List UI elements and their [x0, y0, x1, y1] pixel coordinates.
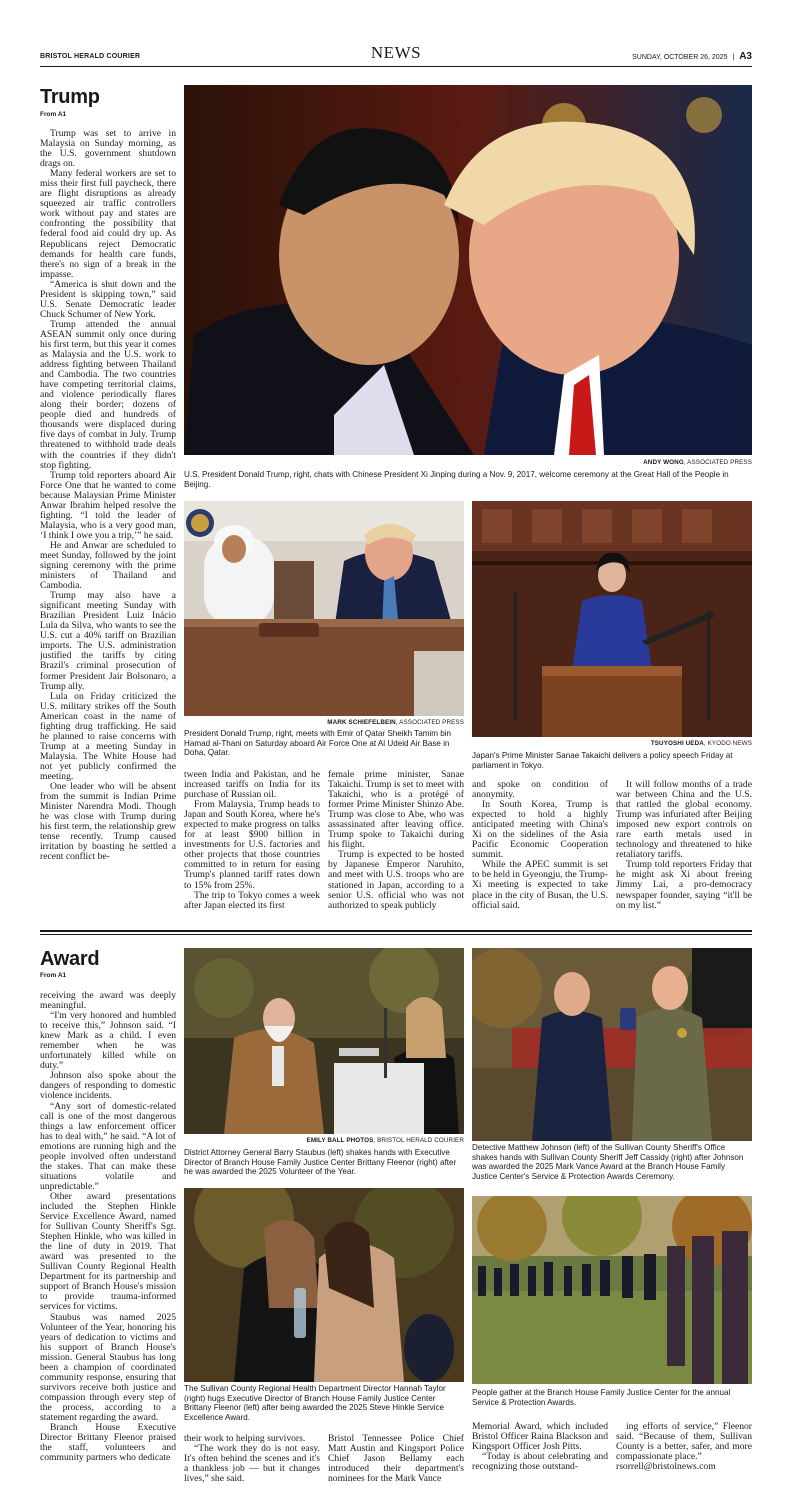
trump-headline: Trump: [40, 86, 100, 108]
award-headline: Award: [40, 948, 100, 970]
paragraph: Trump told reporters Friday that he might ask Xi about freeing Jimmy Lai, a pro-democracy newspaper founder, saying “it'll be on my list.”: [616, 859, 752, 911]
photo-credit-org: , ASSOCIATED PRESS: [395, 719, 464, 726]
section-label: NEWS: [370, 43, 422, 62]
takaichi-photo-credit: [472, 740, 752, 747]
paragraph: “Any sort of domestic-related call is one of the most dangerous things a law enforcement officer has to deal with,” he said. “A lot of emotions are running high and the people involved often understand the stakes. That can make these situations volatile and unpredictable.”: [40, 1100, 176, 1192]
taylor-hug-caption: The Sullivan County Regional Health Department Director Hannah Taylor (right) hugs Executive Director of Branch House Family Justice Center Brittany Fleenor (left) after being awarded the 2025 Steve Hinkle Service Excellence Award.: [184, 1384, 446, 1423]
paragraph: “America is shut down and the President is skipping town,” said U.S. Senate Democratic leader Chuck Schumer of New York.: [40, 278, 176, 320]
air-force-one-caption: President Donald Trump, right, meets with Emir of Qatar Sheikh Tamim bin Hamad al-Thani on Saturday aboard Air Force One at Al Udeid Air Base in Doha, Qatar.: [184, 729, 452, 758]
award-jump-line: From A1: [40, 972, 67, 979]
paragraph: ing efforts of service,” Fleenor said. “Because of them, Sullivan County is a better, safer, and more compassionate place.”: [616, 1422, 752, 1463]
paragraph: “Today is about celebrating and recognizing those outstand-: [472, 1451, 608, 1473]
taylor-hug-photo: [184, 1188, 464, 1382]
paragraph: and spoke on condition of anonymity.: [472, 780, 608, 801]
staubus-handshake-photo: [184, 948, 464, 1134]
paragraph: Many federal workers are set to miss their first full paycheck, there are flight disruptions as already squeezed air traffic controllers work without pay and states are confronting the possibility that federal food aid could dry up. As Republicans reject Democratic demands for health care funds, there's no sign of a break in the impasse.: [40, 168, 176, 280]
paragraph: Johnson also spoke about the dangers of responding to domestic violence incidents.: [40, 1070, 176, 1102]
staubus-caption: District Attorney General Barry Staubus (left) shakes hands with Executive Director of Branch House Family Justice Center Brittany Fleenor (right) after he was awarded the 2025 Volunteer of the Year.: [184, 1148, 457, 1177]
air-force-one-photo: [184, 501, 464, 716]
page-number: A3: [739, 51, 752, 62]
masthead-rule: [40, 66, 752, 67]
paragraph: Lula on Friday criticized the U.S. military strikes off the South American coast in the name of fighting drug trafficking. He said he planned to raise concerns with Trump at a meeting Sunday in Malaysia. The White House had not yet publicly confirmed the meeting.: [40, 690, 176, 782]
paragraph: It will follow months of a trade war between China and the U.S. that rattled the global economy. Trump was infuriated after Beijing imposed new export controls on rare earth metals used in technology and threatened to hike retaliatory tariffs.: [616, 780, 752, 861]
trump-column-4: [472, 780, 608, 918]
award-column-1: [40, 991, 176, 1503]
award-column-2: [184, 1434, 320, 1504]
paragraph: Trump told reporters aboard Air Force One that he wanted to come because Malaysian Prime Minister Anwar Ibrahim helped resolve the fighting. “I told the leader of Malaysia, who is a very good man, ‘I think I owe you a trip,’” he said.: [40, 469, 176, 541]
air-force-one-photo-credit: [184, 719, 464, 726]
paragraph: Branch House Executive Director Brittany Fleenor praised the staff, volunteers and community partners who dedicate: [40, 1422, 176, 1464]
paragraph: Trump was set to arrive in Malaysia on Sunday morning, as the U.S. government shutdown drags on.: [40, 129, 176, 170]
trump-column-1: [40, 129, 176, 915]
paragraph: From Malaysia, Trump heads to Japan and South Korea, where he's expected to make progress on talks for at least $900 billion in investments for U.S. factories and other projects that those countries committed to in return for easing Trump's planned tariff rates down to 15% from 25%.: [184, 799, 320, 891]
paragraph: One leader who will be absent from the summit is Indian Prime Minister Narendra Modi. Though he was close with Trump during his first term, the relationship grew tense recently. Trump caused irritation by boasting he settled a recent conflict be-: [40, 781, 176, 863]
trump-jump-line: From A1: [40, 111, 67, 118]
paragraph: their work to helping survivors.: [184, 1434, 306, 1444]
trump-column-2: [184, 770, 320, 918]
photo-credit-name: MARK SCHIEFELBEIN: [327, 719, 396, 726]
award-column-5: [616, 1422, 752, 1504]
paragraph: receiving the award was deeply meaningful.: [40, 991, 176, 1012]
paragraph: rsorrell@bristolnews.com: [616, 1461, 716, 1473]
award-column-4: [472, 1422, 608, 1504]
paper-name: BRISTOL HERALD COURIER: [40, 53, 141, 60]
paragraph: tween India and Pakistan, and he increased tariffs on India for its purchase of Russian oil.: [184, 770, 320, 801]
paragraph: “I'm very honored and humbled to receive this,” Johnson said. “I knew Mark as a child. I even remember when he was unfortunately killed while on duty.”: [40, 1010, 176, 1072]
paragraph: In South Korea, Trump is expected to hold a highly anticipated meeting with China's Xi on the sidelines of the Asia Pacific Economic Cooperation summit.: [472, 799, 608, 861]
paragraph: The trip to Tokyo comes a week after Japan elected its first: [184, 889, 320, 911]
trump-column-3: [328, 770, 464, 918]
paragraph: female prime minister, Sanae Takaichi. Trump is set to meet with Takaichi, who is a protégé of former Prime Minister Shinzo Abe. Trump was close to Abe, who was assassinated after leaving office. Trump spoke to Takaichi during his flight.: [328, 770, 464, 851]
takaichi-caption: Japan's Prime Minister Sanae Takaichi delivers a policy speech Friday at parliament in Tokyo.: [472, 751, 733, 770]
paragraph: Other award presentations included the Stephen Hinkle Service Excellence Award, named for Sullivan County Sheriff's Sgt. Stephen Hinkle, who was killed in the line of duty in 2019. That award was presented to the Sullivan County Regional Health Department for its partnership and support of Branch House's mission to provide trauma-informed services for victims.: [40, 1190, 176, 1313]
staubus-photo-credit: [184, 1137, 464, 1144]
paragraph: Memorial Award, which included Bristol Officer Raina Blackson and Kingsport Officer Josh Pitts.: [472, 1422, 608, 1453]
trump-xi-caption: U.S. President Donald Trump, right, chats with Chinese President Xi Jinping during a Nov. 9, 2017, welcome ceremony at the Great Hall of the People in Beijing.: [184, 470, 729, 489]
award-column-3: [328, 1434, 464, 1504]
photo-credit-org: , BRISTOL HERALD COURIER: [373, 1137, 464, 1144]
photo-credit-name: ANDY WONG: [643, 459, 684, 466]
trump-xi-photo-credit: [184, 459, 752, 466]
crowd-gathering-photo: [472, 1196, 752, 1384]
johnson-handshake-photo: [472, 948, 752, 1141]
photo-credit-org: , ASSOCIATED PRESS: [683, 459, 752, 466]
paragraph: He and Anwar are scheduled to meet Sunday, followed by the joint signing ceremony with the prime ministers of Thailand and Cambodia.: [40, 539, 176, 592]
photo-credit-name: EMILY BALL PHOTOS: [306, 1137, 374, 1144]
paragraph: Staubus was named 2025 Volunteer of the Year, honoring his years of dedication to victims and his support of Branch House's mission. General Staubus has long been a champion of coordinated community response, ensuring that survivors receive both justice and compassion through every step of the process, according to a statement regarding the award.: [40, 1311, 176, 1423]
paragraph: Trump may also have a significant meeting Sunday with Brazilian President Luiz Inácio Lula da Silva, who wants to see the U.S. cut a 40% tariff on Brazilian imports. The U.S. administration justified the tariffs by citing Brazil's criminal prosecution of former President Jair Bolsonaro, a Trump ally.: [40, 590, 176, 692]
takaichi-speech-photo: [472, 501, 752, 737]
trump-column-5: [616, 780, 752, 918]
paragraph: Trump is expected to be hosted by Japanese Emperor Naruhito, and meet with U.S. troops who are stationed in Japan, according to a senior U.S. official who was not authorized to speak publicly: [328, 849, 464, 911]
paragraph: “The work they do is not easy. It's often behind the scenes and it's a thankless job — but it changes lives,” she said.: [184, 1443, 320, 1485]
story-divider-thin: [40, 934, 752, 935]
johnson-caption: Detective Matthew Johnson (left) of the Sullivan County Sheriff's Office shakes hands with Sullivan County Sheriff Jeff Cassidy (right) after Johnson was awarded the 2025 Mark Vance Award at the Branch House Family Justice Center's Service & Protection Awards Ceremony.: [472, 1143, 744, 1182]
crowd-caption: People gather at the Branch House Family Justice Center for the annual Service & Protection Awards.: [472, 1388, 731, 1407]
date-page: SUNDAY, OCTOBER 26, 2025 | A3: [632, 51, 752, 62]
photo-credit-name: TSUYOSHI UEDA: [650, 740, 704, 747]
paragraph: While the APEC summit is set to be held in Gyeongju, the Trump-Xi meeting is expected to take place in the city of Busan, the U.S. official said.: [472, 859, 608, 911]
trump-xi-photo: [184, 85, 752, 455]
story-divider: [40, 930, 752, 932]
issue-date: SUNDAY, OCTOBER 26, 2025: [632, 54, 728, 61]
paragraph: Bristol Tennessee Police Chief Matt Austin and Kingsport Police Chief Jason Bellamy each introduced their department's nominees for the Mark Vance: [328, 1434, 464, 1485]
photo-credit-org: , KYODO NEWS: [703, 740, 752, 747]
paragraph: Trump attended the annual ASEAN summit only once during his first term, but this year it comes as Malaysia and the U.S. work to address fighting between Thailand and Cambodia. The two countries have competing territorial claims, and violence periodically flares along their border; dozens of people died and hundreds of thousands were displaced during five days of combat in July. Trump threatened to withhold trade deals with the countries if they didn't stop fighting.: [40, 318, 176, 471]
